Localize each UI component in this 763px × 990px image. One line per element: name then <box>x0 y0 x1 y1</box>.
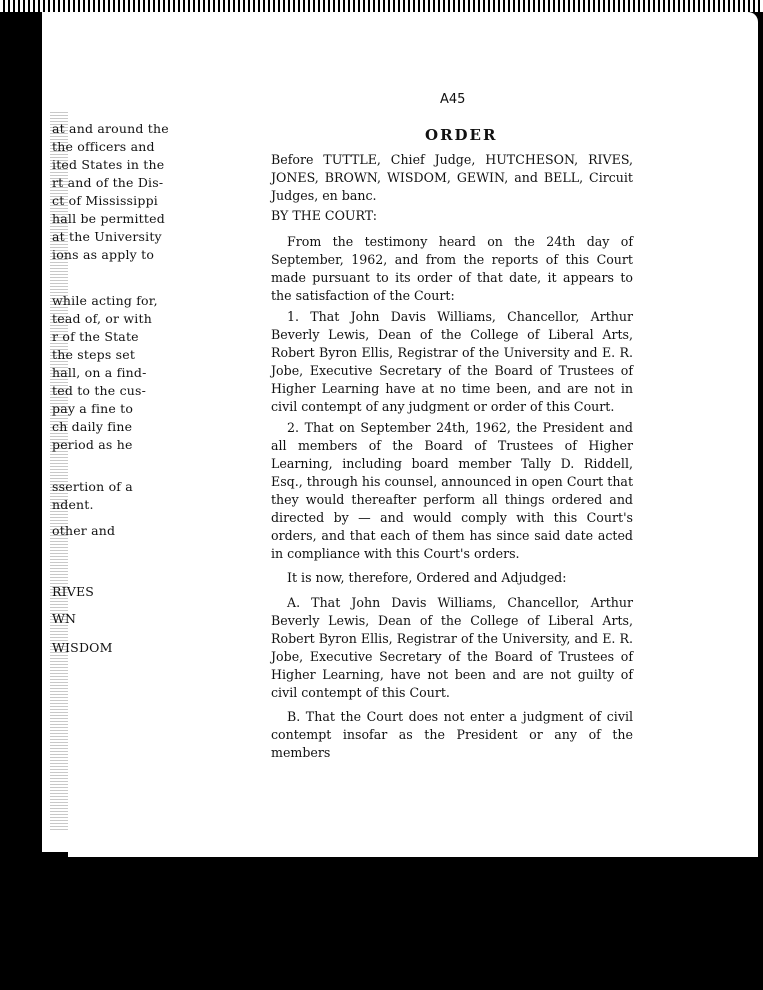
facing-line: ct of Mississippi <box>52 193 158 208</box>
facing-line: hall, on a find- <box>52 365 147 380</box>
order-heading: ORDER <box>425 126 498 144</box>
facing-line: RIVES <box>52 584 95 599</box>
facing-line: at and around the <box>52 121 169 136</box>
facing-line: ions as apply to <box>52 247 155 262</box>
facing-line: period as he <box>52 437 133 452</box>
facing-line: while acting for, <box>52 293 158 308</box>
intro-paragraph: From the testimony heard on the 24th day of September, 1962, and from the reports of this Court made pursuant to its order of that date, it appears to the satisfaction of the Court: <box>271 234 633 303</box>
facing-line: ted to the cus- <box>52 383 147 398</box>
facing-line: rt and of the Dis- <box>52 175 164 190</box>
page-number: A45 <box>440 92 466 107</box>
facing-line: the officers and <box>52 139 155 154</box>
paragraph-b: B. That the Court does not enter a judgment of civil contempt insofar as the President or any of the members <box>271 709 633 760</box>
facing-line: the steps set <box>52 347 136 362</box>
by-the-court: BY THE COURT: <box>271 208 377 223</box>
facing-line: hall be permitted <box>52 211 165 226</box>
facing-line: ssertion of a <box>52 479 133 494</box>
paragraph-2: 2. That on September 24th, 1962, the President and all members of the Board of Trustees of Higher Learning, including board member Tally D. Riddell, Esq., through his counsel, announced in open Court that they would thereafter perform all things ordered and directed by — and would comply with this Court's orders, and that each of them has since said date acted in compliance with this Court's orders. <box>271 420 633 561</box>
ordered-line: It is now, therefore, Ordered and Adjudged: <box>287 570 567 585</box>
facing-line: WN <box>52 611 77 626</box>
facing-line: r of the State <box>52 329 139 344</box>
facing-line: tead of, or with <box>52 311 152 326</box>
facing-line: at the University <box>52 229 162 244</box>
scan-top-strip <box>0 0 763 12</box>
facing-line: ch daily fine <box>52 419 133 434</box>
facing-line: WISDOM <box>52 640 113 655</box>
paragraph-a: A. That John Davis Williams, Chancellor, Arthur Beverly Lewis, Dean of the College of Liberal Arts, Robert Byron Ellis, Registrar of the University, and E. R. Jobe, Executive Secretary of the Board of Trustees of Higher Learning, have not been and are not guilty of civil contempt of this Court. <box>271 595 633 700</box>
facing-line: ndent. <box>52 497 94 512</box>
paragraph-1: 1. That John Davis Williams, Chancellor, Arthur Beverly Lewis, Dean of the College of Liberal Arts, Robert Byron Ellis, Registrar of the University and E. R. Jobe, Executive Secretary of the Board of Trustees of Higher Learning have at no time been, and are not in civil contempt of any judgment or order of this Court. <box>271 309 633 414</box>
facing-line: pay a fine to <box>52 401 134 416</box>
bench-line: Before TUTTLE, Chief Judge, HUTCHESON, RIVES, JONES, BROWN, WISDOM, GEWIN, and BELL, Circuit Judges, en banc. <box>271 152 633 203</box>
facing-line: other and <box>52 523 116 538</box>
facing-line: ited States in the <box>52 157 165 172</box>
